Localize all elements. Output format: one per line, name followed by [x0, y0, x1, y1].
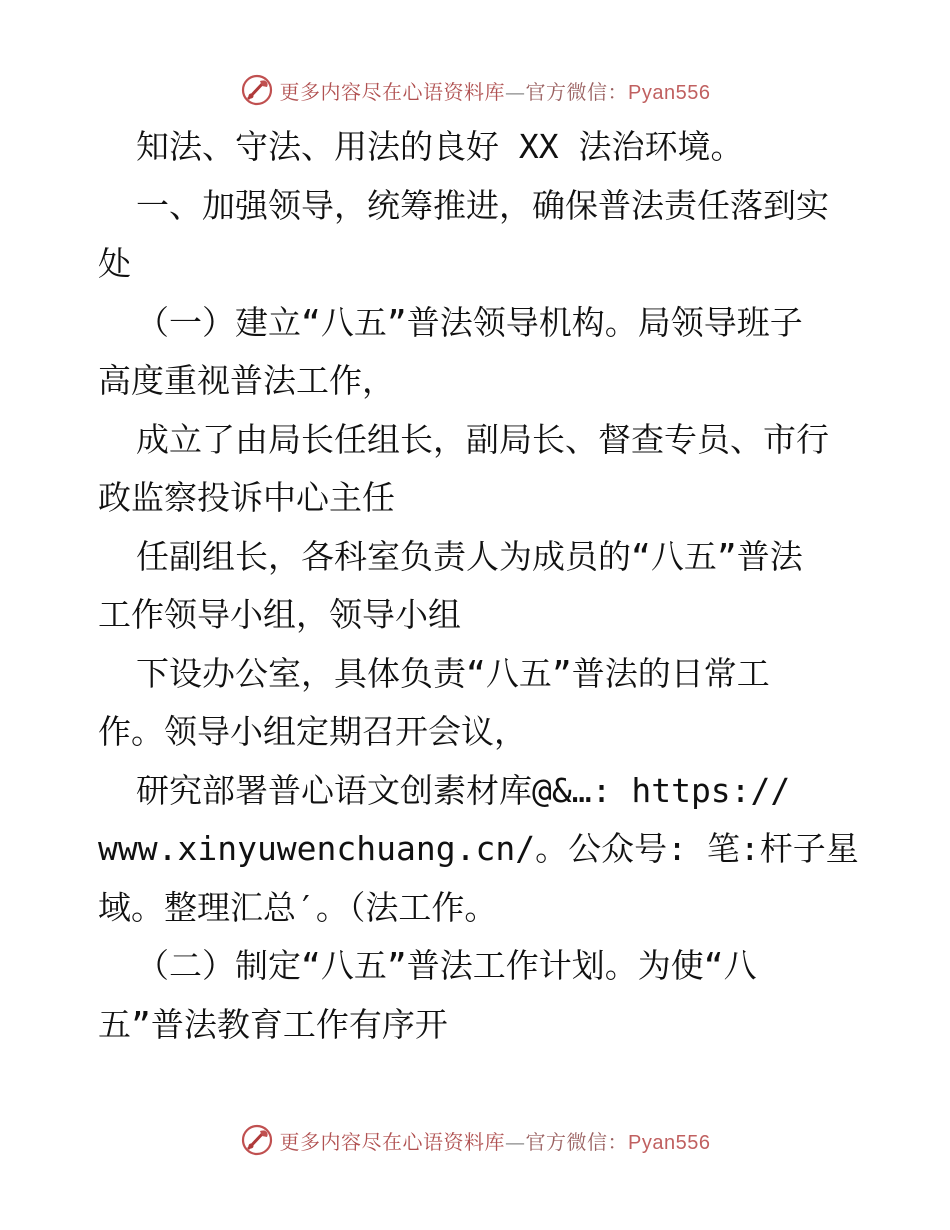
header-banner-text: [280, 76, 711, 105]
footer-banner[interactable]: [0, 1120, 950, 1160]
body-line: 作。领导小组定期召开会议，: [98, 712, 527, 751]
footer-wechat-label: 官方微信：: [525, 1129, 629, 1154]
document-body: [98, 118, 858, 1054]
body-line: 研究部署普心语文创素材库@&…: https://: [136, 770, 791, 810]
body-line: 工作领导小组，领导小组: [98, 595, 461, 634]
body-line: 成立了由局长任组长，副局长、督查专员、市行: [136, 419, 829, 459]
body-line: 任副组长，各科室负责人为成员的“八五”普法: [136, 536, 803, 576]
header-wechat-label: 官方微信：: [525, 79, 629, 104]
body-line: 域。整理汇总′。（法工作。: [98, 887, 498, 927]
footer-banner-text: [280, 1126, 711, 1155]
body-line: 知法、守法、用法的良好 XX 法治环境。: [136, 127, 744, 166]
body-line: （一）建立“八五”普法领导机构。局领导班子: [136, 302, 803, 342]
body-line: 高度重视普法工作，: [98, 361, 395, 400]
body-line: 一、加强领导，统筹推进，确保普法责任落到实: [136, 185, 829, 225]
quill-seal-icon: [240, 1123, 274, 1157]
header-separator: —: [505, 79, 526, 104]
body-line: 政监察投诉中心主任: [98, 478, 395, 517]
footer-wechat-id: Pyan556: [628, 1131, 711, 1154]
header-wechat-id: Pyan556: [628, 81, 711, 104]
header-banner[interactable]: [0, 70, 950, 110]
footer-brand: 更多内容尽在心语资料库: [279, 1129, 506, 1154]
header-brand: 更多内容尽在心语资料库: [279, 79, 506, 104]
body-line: 下设办公室，具体负责“八五”普法的日常工: [136, 653, 770, 693]
body-line: www.xinyuwenchuang.cn/。公众号: 笔:杆子星: [98, 829, 859, 868]
body-line: 五”普法教育工作有序开: [98, 1004, 448, 1044]
body-line: （二）制定“八五”普法工作计划。为使“八: [136, 946, 757, 985]
quill-seal-icon: [240, 73, 274, 107]
body-line: 处: [98, 244, 131, 283]
footer-separator: —: [505, 1129, 526, 1154]
